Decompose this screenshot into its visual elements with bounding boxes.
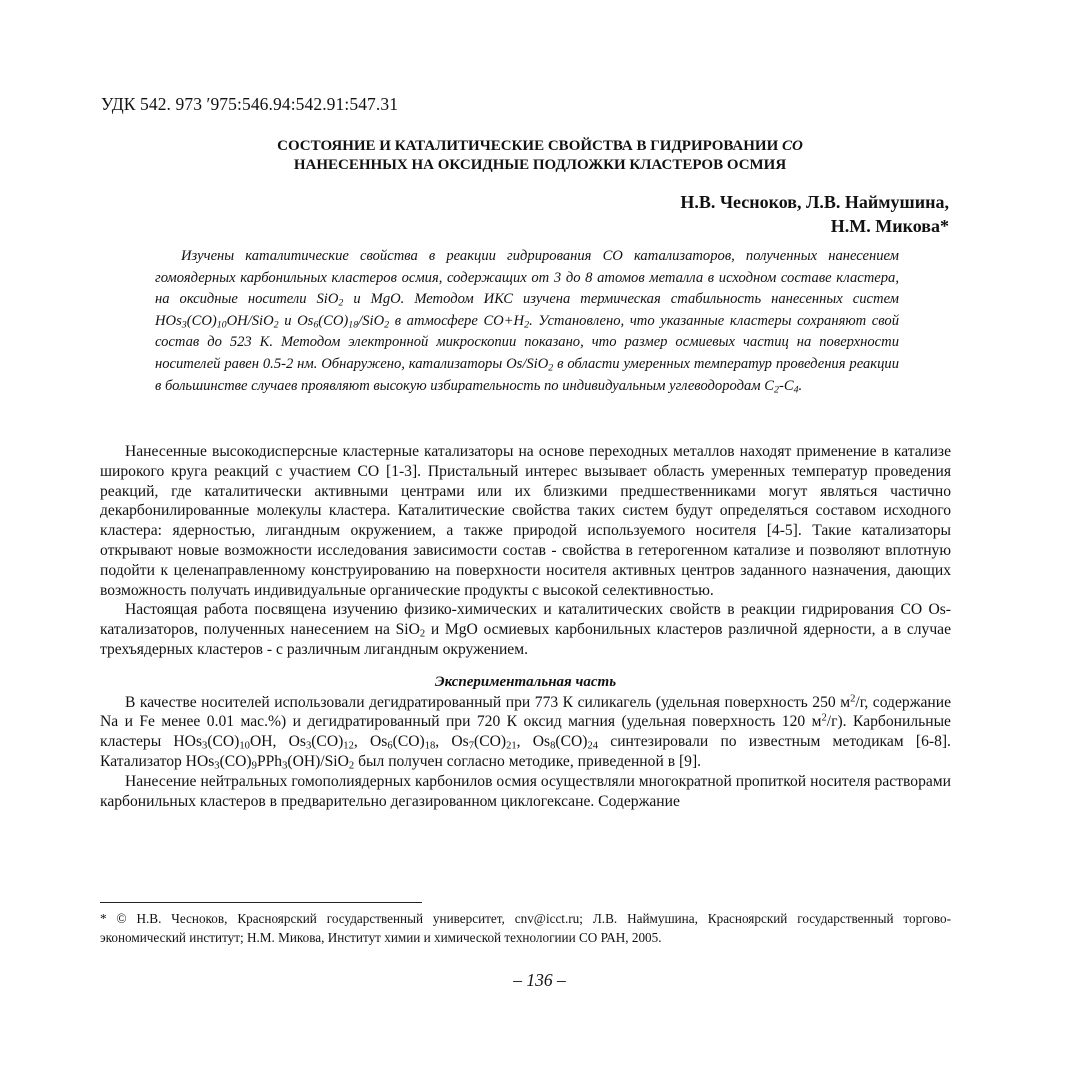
article-title [120,137,960,175]
footnote: * © Н.В. Чесноков, Красноярский государственный университет, cnv@icct.ru; Л.В. Наймушина, Красноярский государственный торгово-экономический институт; Н.М. Микова, Институт химии и химической технологиии СО РАН, 2005. [100,911,951,945]
authors-line2: Н.М. Микова* [830,216,949,236]
paragraph-supports: В качестве носителей использовали дегидратированный при 773 К силикагель (удельная поверхность 250 $м^2/г$, содержание Na и Fe менее 0.01 мас.%) и дегидратированный при 720 К оксид магния (удельная поверхность 120 $м^2/г$). Карбонильные кластеры $HOs_3(CO)_{10}OH$, $Os_3(CO)_{12}$, $Os_6(CO)_{18}$, $Os_7(CO)_{21}$, $Os_8(CO)_{24}$ синтезировали по известным методикам [6-8]. Катализатор $HOs_3(CO)_9PPh_3(OH)/SiO_2$ был получен согласно методике, приведенной в [9]. [100,693,952,772]
paragraph-aim: Настоящая работа посвящена изучению физико-химических и каталитических свойств в реакции гидрирования CO Os-катализаторов, полученных нанесением на SiO$_2$ и MgO осмиевых карбонильных кластеров различной ядерности, а в случае трехъядерных кластеров - с различным лигандным окружением. [100,601,952,658]
paragraph-intro: Нанесенные высокодисперсные кластерные катализаторы на основе переходных металлов находят применение в катализе широкого круга реакций с участием CO [1-3]. Пристальный интерес вызывает область умеренных температур проведения реакций, где каталитически активными центрами или их близкими предшественниками могут являться частично декарбонилированные молекулы кластера. Каталитические свойства таких систем будут определяться составом исходного кластера: ядерностью, лигандным окружением, а также природой используемого носителя [4-5]. Такие катализаторы открывают новые возможности исследования зависимости состав - свойства в гетерогенном катализе и позволяют вплотную подойти к целенаправленному конструированию на поверхности носителя активных центров заданного назначения, дающих возможность получать индивидуальные органические продукты с высокой селективностью. [100,443,951,599]
title-line2: НАНЕСЕННЫХ НА ОКСИДНЫЕ ПОДЛОЖКИ КЛАСТЕРОВ ОСМИЯ [293,157,787,173]
udc-code: УДК 542. 973 ′975:546.94:542.91:547.31 [101,94,399,114]
article-body [100,442,951,811]
footnote-divider [100,902,422,903]
title-co: CO [782,138,803,154]
section-heading-experimental: Экспериментальная часть [434,673,617,690]
page-number: – 136 – [513,970,566,990]
paragraph-deposition: Нанесение нейтральных гомополиядерных карбонилов осмия осуществляли многократной пропиткой носителя растворами карбонильных кластеров в предварительно дегазированном циклогексане. Содержание [100,772,951,810]
title-line1: СОСТОЯНИЕ И КАТАЛИТИЧЕСКИЕ СВОЙСТВА В ГИДРИРОВАНИИ [277,138,779,154]
authors-line1: Н.В. Чесноков, Л.В. Наймушина, [680,192,949,212]
authors [680,190,949,238]
abstract: Изучены каталитические свойства в реакции гидрирования CO катализаторов, полученных нанесением гомоядерных карбонильных кластеров осмия, содержащих от 3 до 8 атомов металла в исходном составе кластера, на оксидные носители SiO$_2$ и MgO. Методом ИКС изучена термическая стабильность нанесенных систем $HOs_3(CO)_{10}OH/SiO_2$ и $Os_6(CO)_{18}/SiO_2$ в атмосфере $CO+H_2$. Установлено, что указанные кластеры сохраняют свой состав до 523 К. Методом электронной микроскопии показано, что размер осмиевых частиц на поверхности носителей равен 0.5-2 нм. Обнаружено, катализаторы Os/SiO$_2$ в области умеренных температур проведения реакции в большинстве случаев проявляют высокую избирательность по индивидуальным углеводородам $C_2-C_4$. [155,248,899,396]
